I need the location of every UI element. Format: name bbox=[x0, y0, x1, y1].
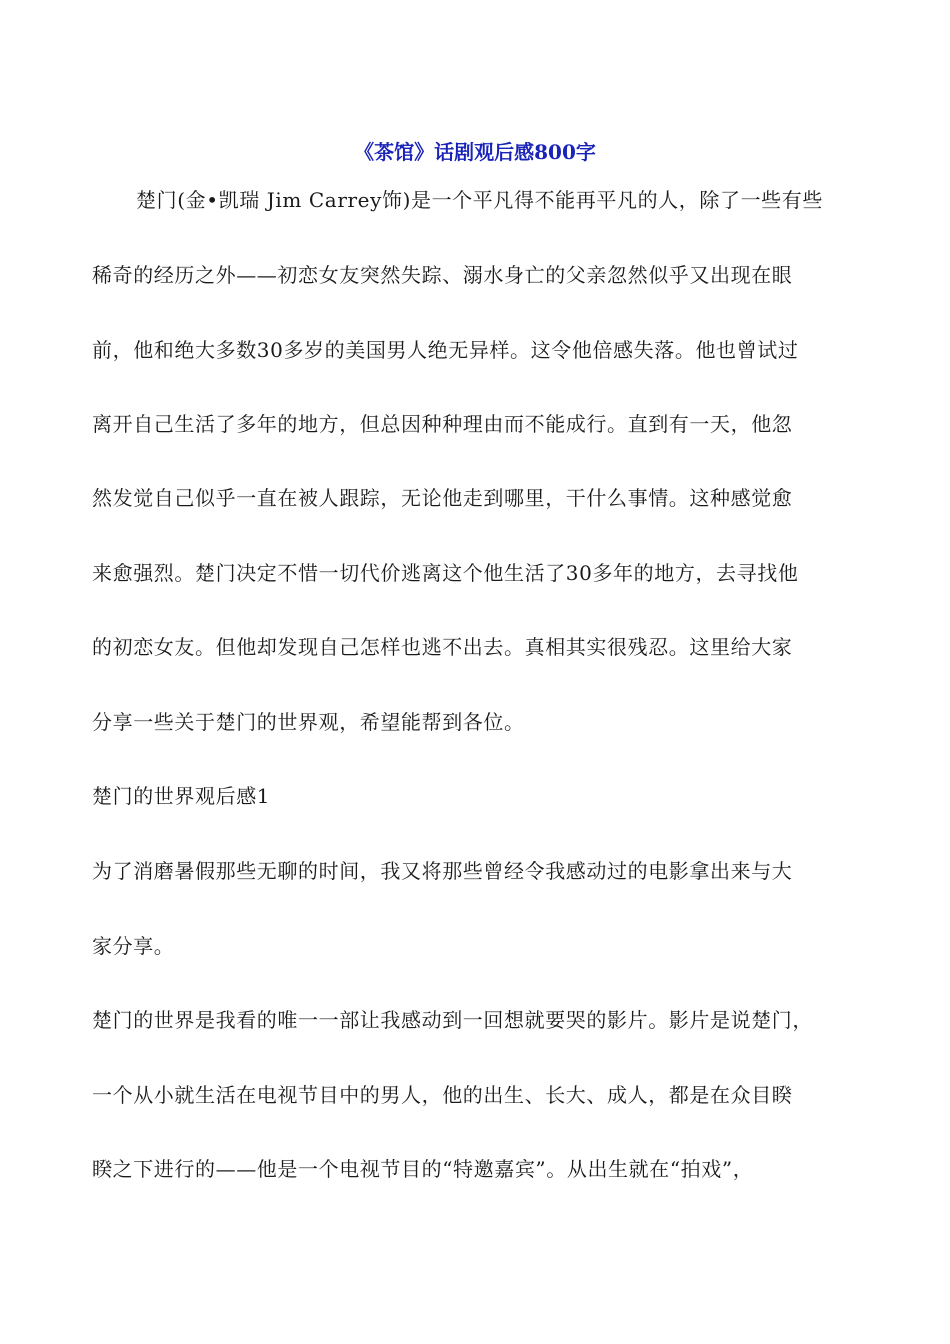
paragraph-line-2: 稀奇的经历之外——初恋女友突然失踪、溺水身亡的父亲忽然似乎又出现在眼 bbox=[92, 263, 793, 287]
paragraph-line-6: 来愈强烈。楚门决定不惜一切代价逃离这个他生活了30多年的地方，去寻找他 bbox=[92, 561, 799, 585]
paragraph-line-7: 的初恋女友。但他却发现自己怎样也逃不出去。真相其实很残忍。这里给大家 bbox=[92, 635, 793, 659]
paragraph-line-8: 分享一些关于楚门的世界观，希望能帮到各位。 bbox=[92, 710, 525, 734]
section-heading: 楚门的世界观后感1 bbox=[92, 784, 271, 808]
paragraph-line-9: 为了消磨暑假那些无聊的时间，我又将那些曾经令我感动过的电影拿出来与大 bbox=[92, 859, 793, 883]
paragraph-line-4: 离开自己生活了多年的地方，但总因种种理由而不能成行。直到有一天，他忽 bbox=[92, 412, 793, 436]
paragraph-line-12: 一个从小就生活在电视节目中的男人，他的出生、长大、成人，都是在众目睽 bbox=[92, 1083, 793, 1107]
paragraph-line-13: 睽之下进行的——他是一个电视节目的“特邀嘉宾”。从出生就在“拍戏”， bbox=[92, 1157, 754, 1181]
paragraph-line-11: 楚门的世界是我看的唯一一部让我感动到一回想就要哭的影片。影片是说楚门， bbox=[92, 1008, 813, 1032]
paragraph-line-5: 然发觉自己似乎一直在被人跟踪，无论他走到哪里，干什么事情。这种感觉愈 bbox=[92, 486, 793, 510]
paragraph-line-10: 家分享。 bbox=[92, 934, 175, 958]
paragraph-line-1: 楚门(金•凯瑞 Jim Carrey饰)是一个平凡得不能再平凡的人，除了一些有些 bbox=[136, 188, 823, 212]
paragraph-line-3: 前，他和绝大多数30多岁的美国男人绝无异样。这令他倍感失落。他也曾试过 bbox=[92, 338, 799, 362]
document-title: 《茶馆》话剧观后感800字 bbox=[354, 140, 596, 164]
